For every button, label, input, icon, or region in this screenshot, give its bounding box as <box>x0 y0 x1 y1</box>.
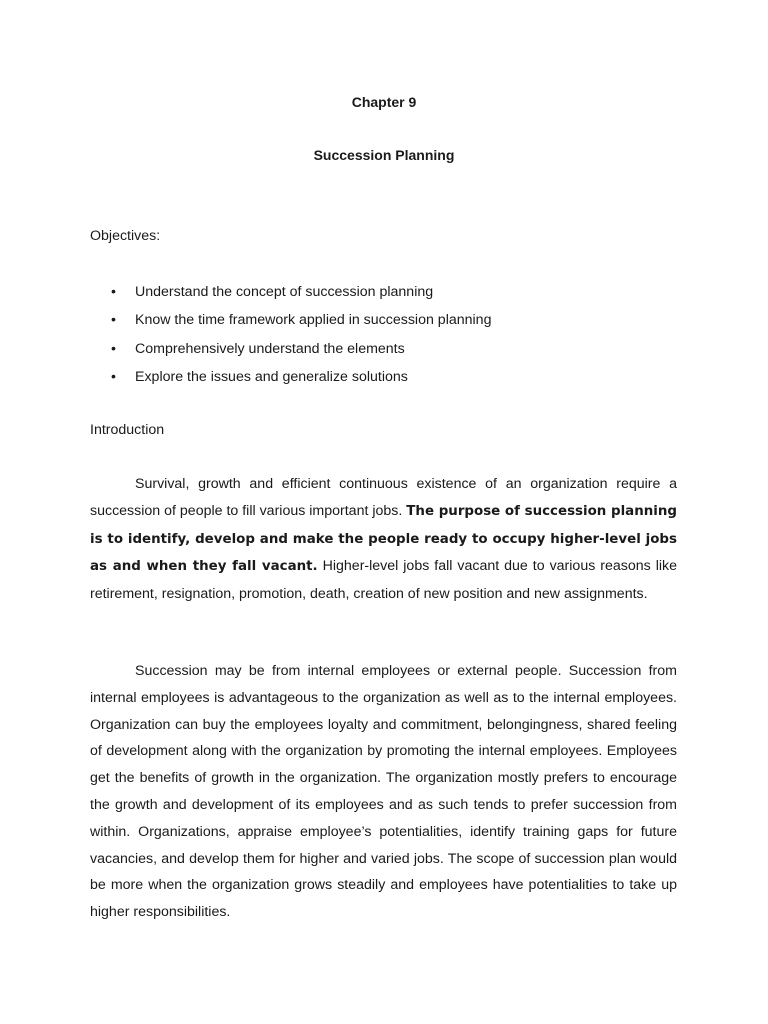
chapter-heading: Chapter 9 <box>351 94 417 110</box>
bullet-icon: • <box>111 284 116 300</box>
objective-item <box>90 335 491 363</box>
objective-text: Comprehensively understand the elements <box>135 340 405 357</box>
objective-text: Explore the issues and generalize solutions <box>135 369 408 386</box>
objective-item <box>90 363 491 391</box>
introduction-heading: Introduction <box>90 422 165 438</box>
bullet-icon: • <box>111 312 116 329</box>
introduction-paragraph-2: Succession may be from internal employees or external people. Succession from internal employees is advantageous to the organization as well as to the internal employees. Organization can buy the employees loyalty and commitment, belongingness, shared feeling of development along with the organization by promoting the internal employees. Employees get the benefits of growth in the organization. The organization mostly prefers to encourage the growth and development of its employees and as such tends to prefer succession from within. Organizations, appraise employee’s potentialities, identify training gaps for future vacancies, and develop them for higher and varied jobs. The scope of succession plan would be more when the organization grows steadily and employees have potentialities to take up higher responsibilities. <box>90 663 677 921</box>
objective-text: Understand the concept of succession planning <box>135 284 434 300</box>
objectives-list <box>90 278 491 392</box>
bullet-icon: • <box>111 340 116 357</box>
objectives-label: Objectives: <box>90 228 161 244</box>
objective-item <box>90 306 491 334</box>
purpose-statement: The purpose of succession planning is to identify, develop and make the people ready to occupy higher-level jobs as and when they fall vacant. <box>90 503 677 575</box>
objective-text: Know the time framework applied in succession planning <box>135 312 492 329</box>
bullet-icon: • <box>111 369 116 386</box>
objective-item <box>90 278 491 306</box>
introduction-paragraph-1 <box>90 471 677 608</box>
paragraph-text: Survival, growth and efficient continuous existence of an organization require a succession of people to fill various important jobs. <box>90 476 677 519</box>
paragraph-text: Higher-level jobs fall vacant due to various reasons like retirement, resignation, promotion, death, creation of new position and new assignments. <box>90 558 677 603</box>
chapter-title: Succession Planning <box>313 147 455 163</box>
